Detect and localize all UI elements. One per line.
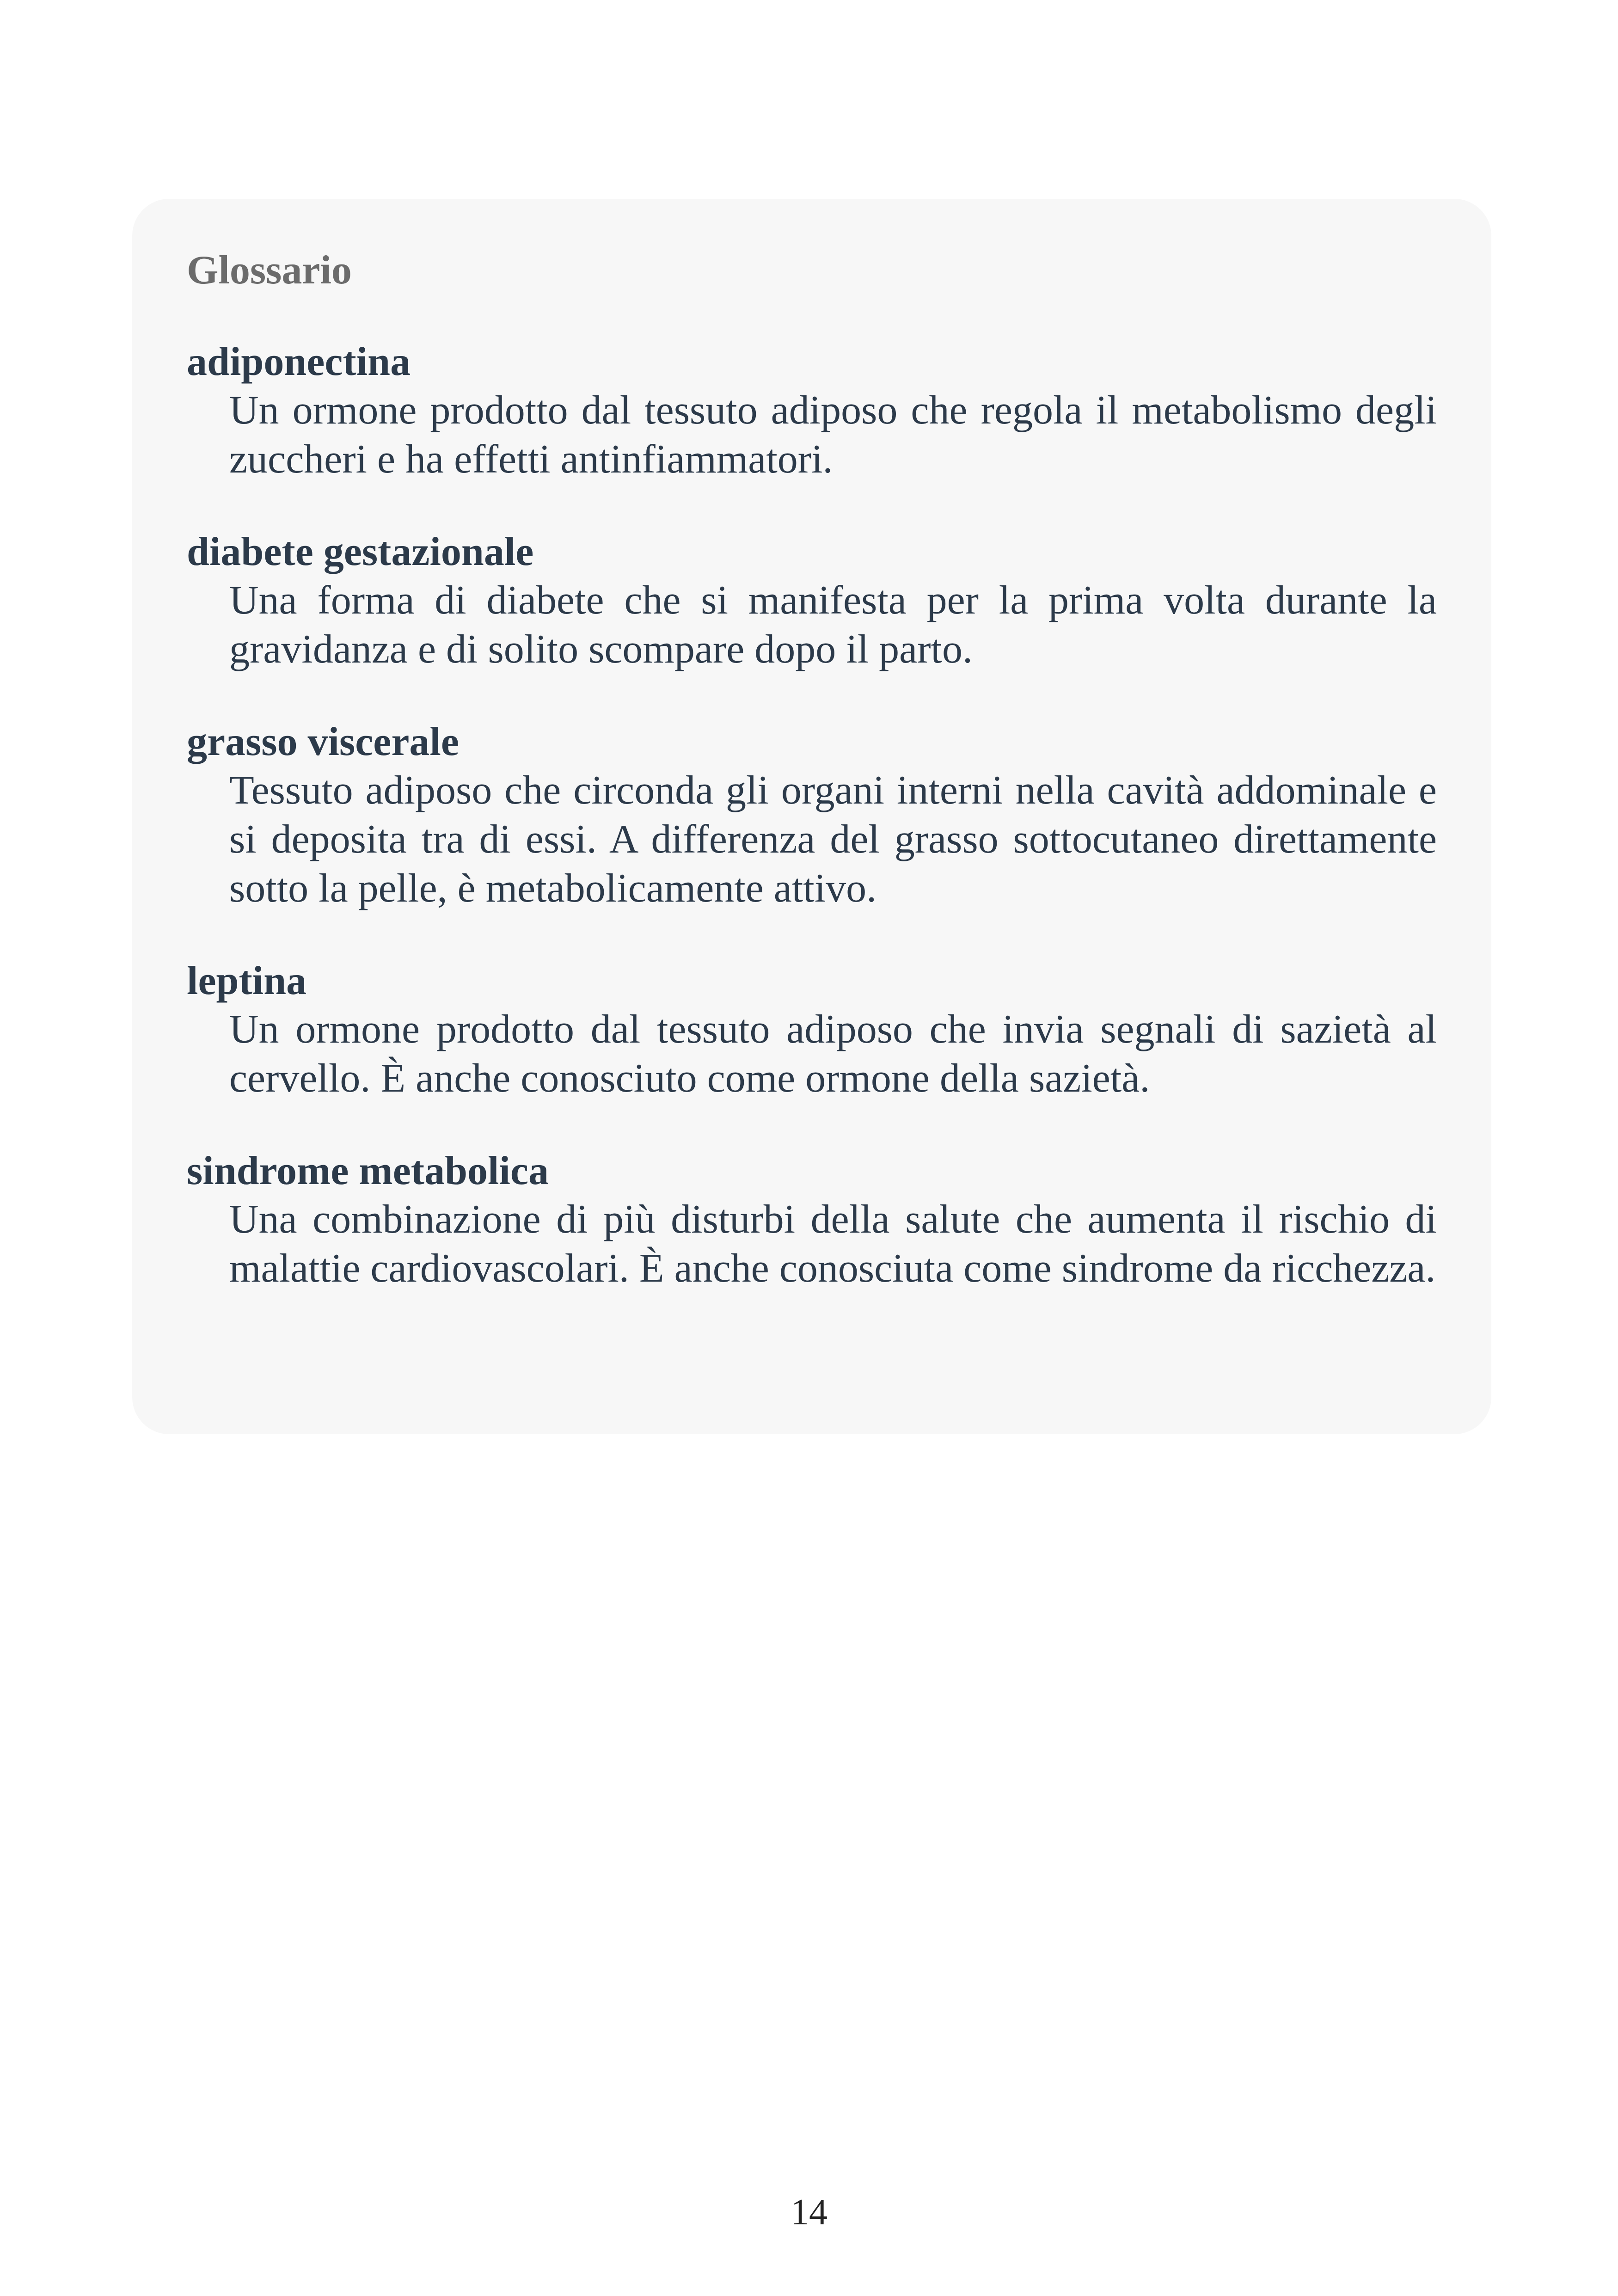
glossary-box (132, 199, 1491, 1434)
glossary-entry (187, 1147, 1437, 1293)
glossary-term: sindrome metabolica (187, 1148, 549, 1193)
glossary-definition: Un ormone prodotto dal tessuto adiposo che invia segnali di sazietà al cervello. È anche conosciuto come ormone della sazietà. (229, 1007, 1437, 1101)
glossary-term: adiponectina (187, 339, 411, 384)
glossary-term: diabete gestazionale (187, 529, 534, 574)
page-number: 14 (791, 2192, 827, 2233)
glossary-entry (187, 528, 1437, 674)
glossary-term: leptina (187, 958, 307, 1003)
glossary-entry (187, 338, 1437, 484)
glossary-definition: Tessuto adiposo che circonda gli organi interni nella cavità addominale e si deposita tra di essi. A differenza del grasso sottocutaneo direttamente sotto la pelle, è metabolicamente attivo. (229, 768, 1437, 911)
glossary-term: grasso viscerale (187, 719, 459, 764)
glossary-entry (187, 957, 1437, 1103)
glossary-definition: Un ormone prodotto dal tessuto adiposo che regola il metabolismo degli zuccheri e ha effetti antinfiammatori. (229, 388, 1437, 482)
glossary-definition: Una combinazione di più disturbi della salute che aumenta il rischio di malattie cardiovascolari. È anche conosciuta come sindrome da ricchezza. (229, 1197, 1437, 1291)
glossary-entry (187, 718, 1437, 913)
glossary-title: Glossario (187, 248, 352, 293)
glossary-definition: Una forma di diabete che si manifesta per la prima volta durante la gravidanza e di solito scompare dopo il parto. (229, 578, 1437, 672)
